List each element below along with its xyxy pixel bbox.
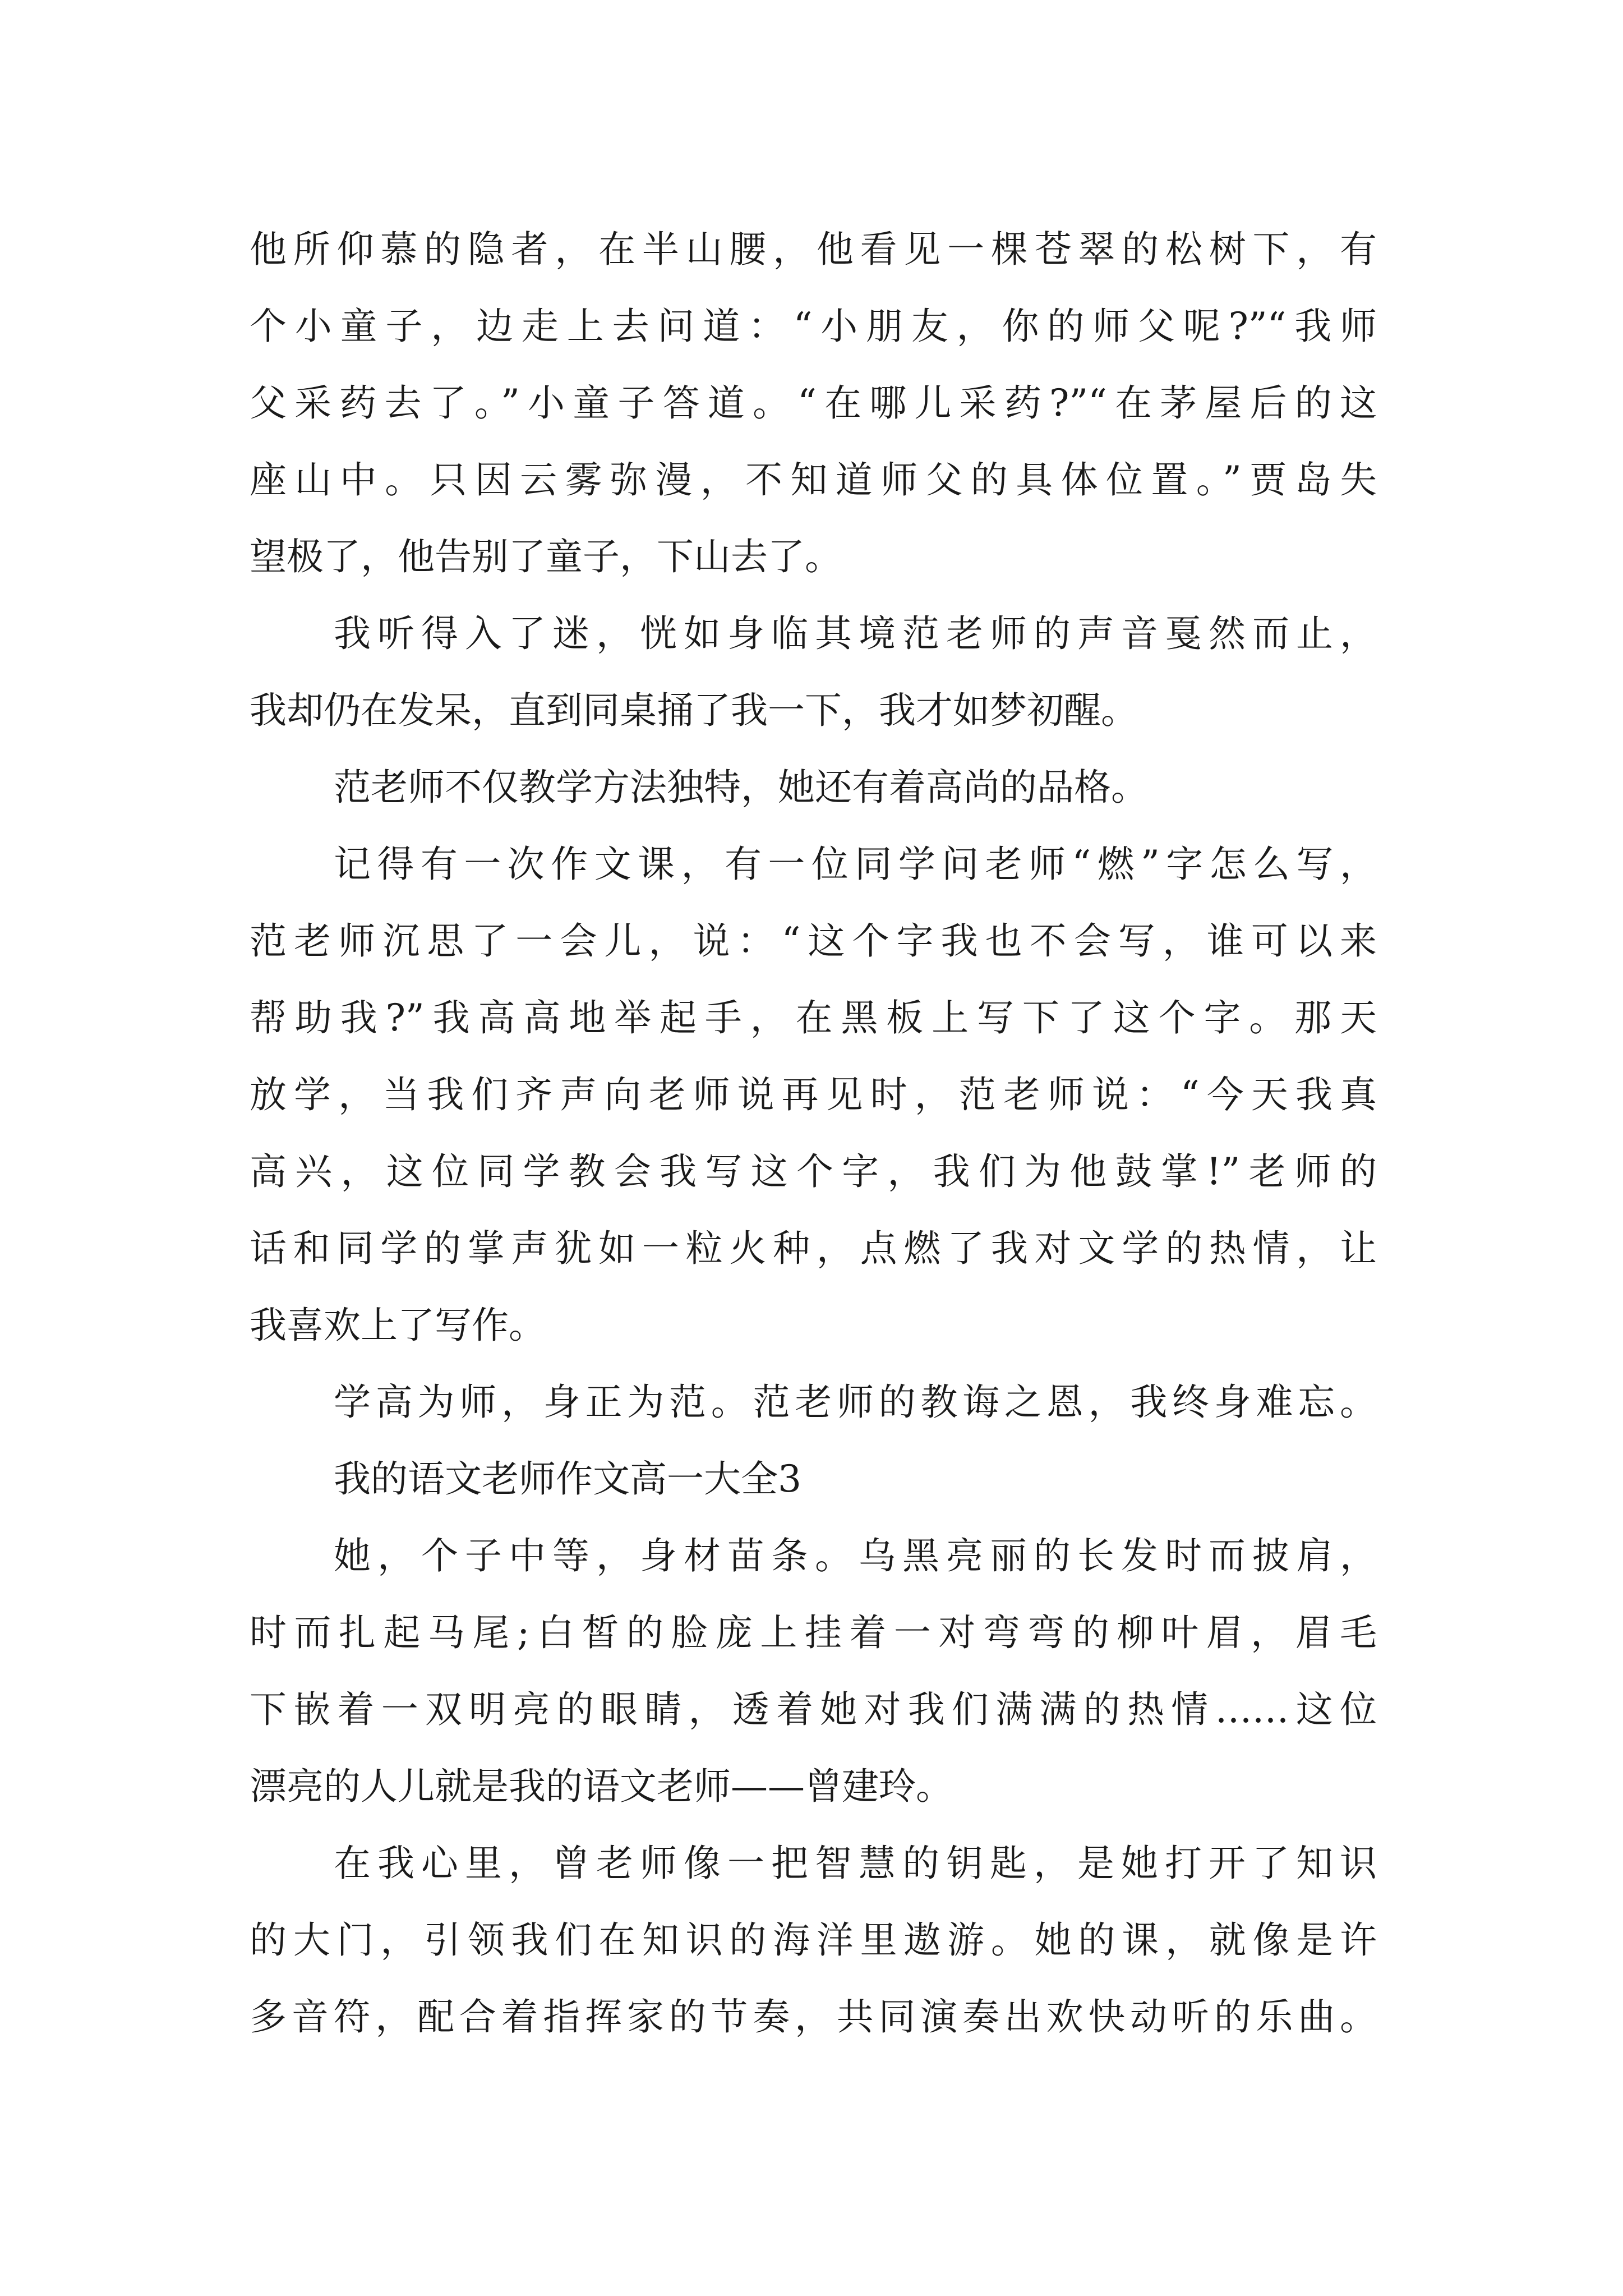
text-line: 帮助我?”我高高地举起手，在黑板上写下了这个字。那天 xyxy=(250,996,1377,1039)
body-text xyxy=(250,211,1377,2055)
paragraph-first-line: 在我心里，曾老师像一把智慧的钥匙，是她打开了知识 xyxy=(334,1842,1377,1885)
text-line: 我喜欢上了写作。 xyxy=(250,1304,546,1347)
text-line: 时而扎起马尾;白皙的脸庞上挂着一对弯弯的柳叶眉，眉毛 xyxy=(250,1611,1377,1654)
text-line: 多音符，配合着指挥家的节奏，共同演奏出欢快动听的乐曲。 xyxy=(250,1995,1377,2039)
paragraph-first-line: 记得有一次作文课，有一位同学问老师“燃”字怎么写， xyxy=(334,843,1377,886)
text-line: 望极了，他告别了童子，下山去了。 xyxy=(250,535,842,578)
paragraph-first-line: 学高为师，身正为范。范老师的教诲之恩，我终身难忘。 xyxy=(334,1381,1377,1424)
text-line: 话和同学的掌声犹如一粒火种，点燃了我对文学的热情，让 xyxy=(250,1227,1377,1270)
section-heading: 我的语文老师作文高一大全3 xyxy=(334,1457,801,1501)
paragraph-first-line: 我听得入了迷，恍如身临其境范老师的声音戛然而止， xyxy=(334,612,1377,655)
text-line: 漂亮的人儿就是我的语文老师——曾建玲。 xyxy=(250,1765,953,1808)
text-line: 我却仍在发呆，直到同桌捅了我一下，我才如梦初醒。 xyxy=(250,689,1138,732)
text-line: 放学，当我们齐声向老师说再见时，范老师说：“今天我真 xyxy=(250,1073,1377,1116)
text-line: 座山中。只因云雾弥漫，不知道师父的具体位置。”贾岛失 xyxy=(250,458,1377,501)
paragraph-first-line: 范老师不仅教学方法独特，她还有着高尚的品格。 xyxy=(334,766,1148,809)
text-line: 个小童子，边走上去问道：“小朋友，你的师父呢?”“我师 xyxy=(250,305,1377,348)
text-line: 他所仰慕的隐者，在半山腰，他看见一棵苍翠的松树下，有 xyxy=(250,228,1377,271)
text-line: 高兴，这位同学教会我写这个字，我们为他鼓掌!”老师的 xyxy=(250,1150,1377,1193)
text-line: 父采药去了。”小童子答道。“在哪儿采药?”“在茅屋后的这 xyxy=(250,381,1377,425)
paragraph-first-line: 她，个子中等，身材苗条。乌黑亮丽的长发时而披肩， xyxy=(334,1534,1377,1577)
text-line: 的大门，引领我们在知识的海洋里遨游。她的课，就像是许 xyxy=(250,1918,1377,1962)
text-line: 下嵌着一双明亮的眼睛，透着她对我们满满的热情……这位 xyxy=(250,1688,1377,1731)
text-line: 范老师沉思了一会儿，说：“这个字我也不会写，谁可以来 xyxy=(250,919,1377,963)
